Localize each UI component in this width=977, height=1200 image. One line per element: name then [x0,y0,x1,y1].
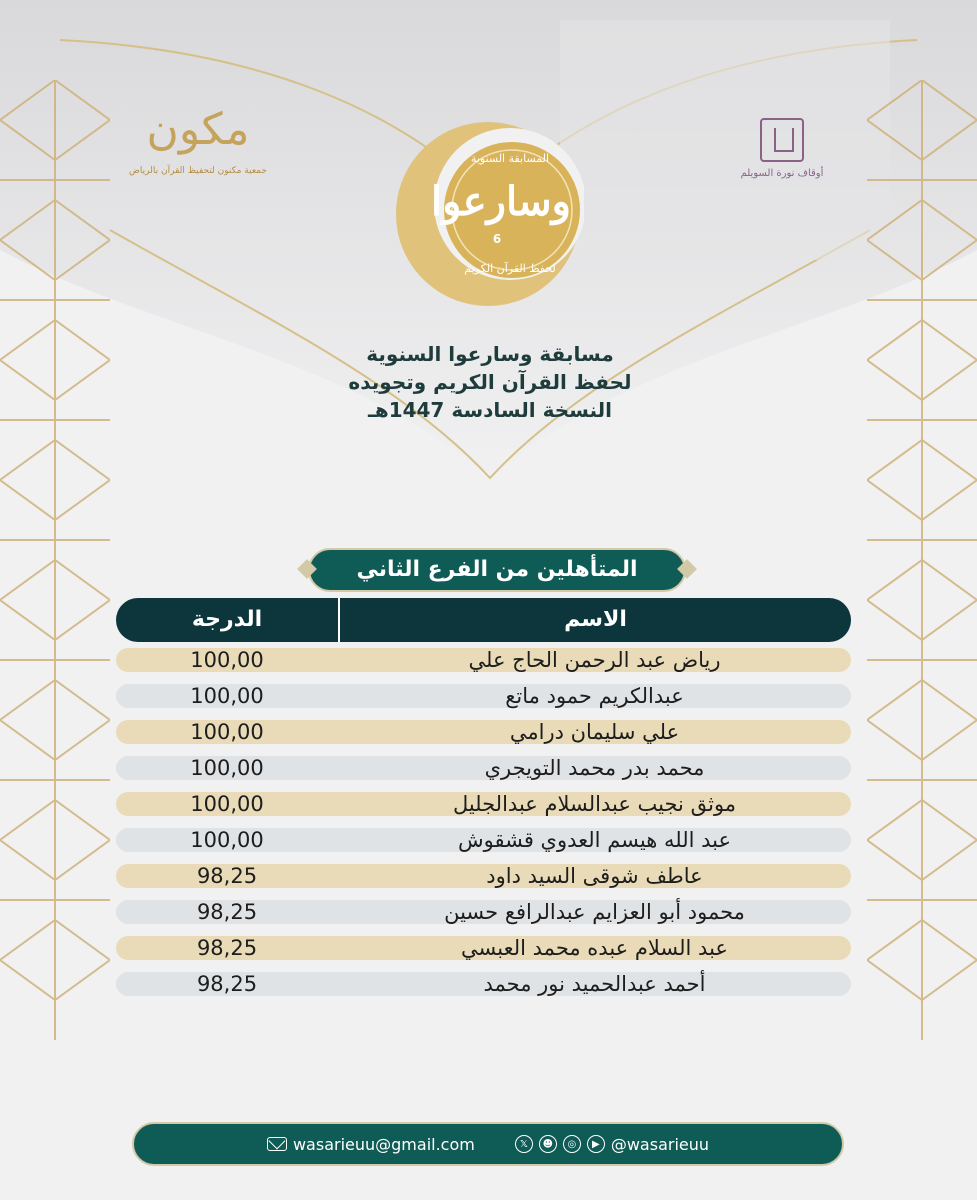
title-line-1: مسابقة وسارعوا السنوية [366,342,614,366]
social-contact[interactable] [515,1135,709,1154]
row-name: علي سليمان درامي [509,720,680,744]
table-row [116,648,851,672]
email-text[interactable]: wasarieuu@gmail.com [292,1134,475,1154]
table-row [116,720,851,744]
youtube-icon[interactable]: ▶ [587,1135,605,1153]
table-row [116,900,851,924]
page-title [260,340,720,424]
awqaf-logo [727,118,837,198]
title-line-3: النسخة السادسة 1447هـ [367,398,612,422]
awqaf-logo-caption: أوقاف نورة السويلم [740,168,824,179]
table-row [116,864,851,888]
row-score: 100,00 [190,720,264,744]
section-title: المتأهلين من الفرع الثاني [308,548,686,592]
right-pattern [867,80,977,1040]
snapchat-icon[interactable]: ☻ [539,1135,557,1153]
row-name: عبد السلام عبده محمد العبسي [461,936,728,960]
emblem-main-text: وسارعوا [431,178,571,225]
row-name: عبدالكريم حمود ماتع [505,684,684,708]
emblem-number: 6 [492,232,502,246]
table-header [116,598,851,642]
social-handle[interactable]: @wasarieuu [610,1134,710,1154]
email-contact[interactable] [267,1135,475,1154]
row-score: 100,00 [190,648,264,672]
row-name: أحمد عبدالحميد نور محمد [483,972,706,996]
table-row [116,828,851,852]
table-row [116,684,851,708]
mail-icon [267,1137,287,1151]
emblem-bottom-text: لحفظ القرآن الكريم [464,262,556,275]
row-score: 98,25 [196,972,258,996]
header-name: الاسم [338,598,851,642]
row-score: 100,00 [190,792,264,816]
row-name: رياض عبد الرحمن الحاج علي [468,648,721,672]
header-score: الدرجة [191,607,263,632]
table-row [116,756,851,780]
awqaf-logo-icon [760,118,804,162]
emblem-top-text: المسابقة السنوية [470,152,550,165]
x-icon[interactable]: 𝕏 [515,1135,533,1153]
row-name: عبد الله هيسم العدوي قشقوش [458,828,731,852]
footer-bar [132,1122,844,1166]
row-score: 98,25 [196,936,258,960]
results-table [116,648,851,1008]
maknoon-logo-mark: مكون [146,104,250,155]
row-name: محمود أبو العزايم عبدالرافع حسين [444,900,745,924]
row-score: 98,25 [196,864,258,888]
row-score: 98,25 [196,900,258,924]
table-row [116,792,851,816]
maknoon-logo-caption: جمعية مكنون لتحفيظ القرآن بالرياض [129,166,267,176]
title-line-2: لحفظ القرآن الكريم وتجويده [348,370,632,394]
row-name: موثق نجيب عبدالسلام عبدالجليل [452,792,737,816]
row-name: عاطف شوقى السيد داود [486,864,703,888]
row-score: 100,00 [190,756,264,780]
instagram-icon[interactable]: ◎ [563,1135,581,1153]
table-row [116,972,851,996]
left-pattern [0,80,110,1040]
row-score: 100,00 [190,828,264,852]
table-row [116,936,851,960]
row-score: 100,00 [190,684,264,708]
row-name: محمد بدر محمد التويجري [484,756,705,780]
maknoon-logo [108,100,288,190]
